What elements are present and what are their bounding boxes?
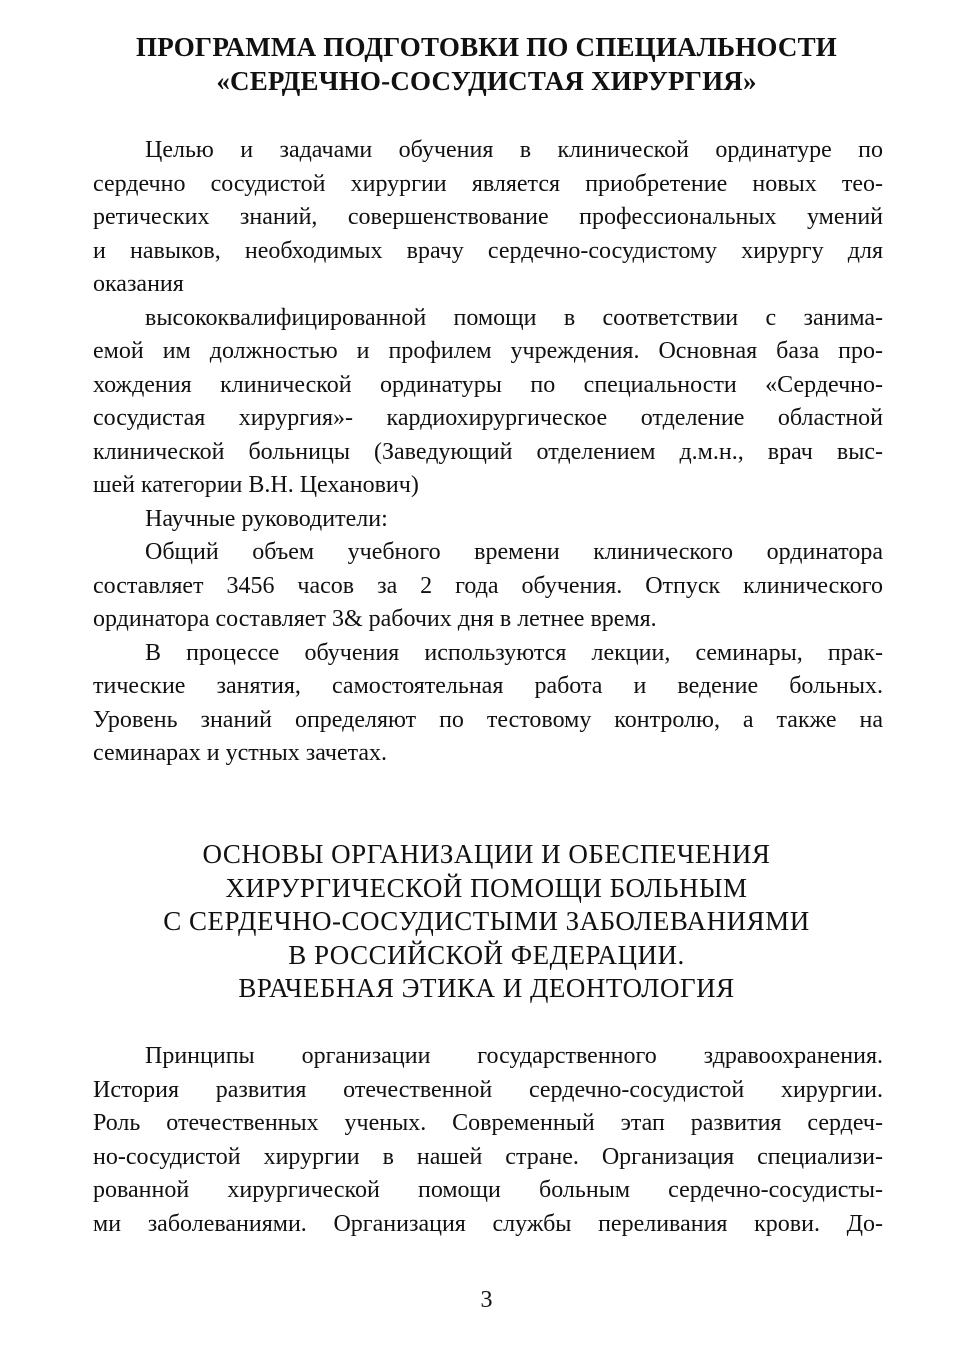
- text-line: и навыков, необходимых врачу сердечно-сосудистому хирургу для: [93, 237, 883, 264]
- text-line: сердечно сосудистой хирургии является приобретение новых тео-: [93, 170, 883, 197]
- text-line: Принципы организации государственного здравоохранения.: [145, 1043, 883, 1069]
- text-line: ординатора составляет 3& рабочих дня в летнее время.: [93, 606, 657, 632]
- text-line: ми заболеваниями. Организация службы переливания крови. До-: [93, 1210, 883, 1237]
- section-text: [93, 1040, 883, 1241]
- text-line: рованной хирургической помощи больным сердечно-сосудисты-: [93, 1177, 883, 1203]
- intro-text: [93, 134, 883, 771]
- text-line: Целью и задачами обучения в клинической ординатуре по: [145, 137, 883, 163]
- text-line: Общий объем учебного времени клинического ординатора: [145, 539, 883, 565]
- text-line: В процессе обучения используются лекции, семинары, прак-: [145, 639, 883, 666]
- section-heading-line: В РОССИЙСКОЙ ФЕДЕРАЦИИ.: [288, 939, 685, 970]
- text-line: емой им должностью и профилем учреждения. Основная база про-: [93, 338, 883, 364]
- text-line: шей категории В.Н. Цеханович): [93, 472, 419, 498]
- section-heading-line: ВРАЧЕБНАЯ ЭТИКА И ДЕОНТОЛОГИЯ: [238, 973, 735, 1003]
- text-line: Роль отечественных ученых. Современный этап развития сердеч-: [93, 1110, 883, 1136]
- text-line: но-сосудистой хирургии в нашей стране. Организация специализи-: [93, 1143, 883, 1170]
- text-line: Научные руководители:: [145, 505, 388, 532]
- text-line: составляет 3456 часов за 2 года обучения. Отпуск клинического: [93, 572, 883, 599]
- section-heading-line: С СЕРДЕЧНО-СОСУДИСТЫМИ ЗАБОЛЕВАНИЯМИ: [163, 906, 810, 936]
- text-line: История развития отечественной сердечно-сосудистой хирургии.: [93, 1076, 883, 1103]
- document-title: [60, 30, 913, 98]
- text-line: семинарах и устных зачетах.: [93, 740, 388, 766]
- section-heading: [60, 838, 913, 1006]
- page-number: 3: [480, 1287, 493, 1313]
- text-line: тические занятия, самостоятельная работа и ведение больных.: [93, 673, 883, 699]
- section-heading-line: ОСНОВЫ ОРГАНИЗАЦИИ И ОБЕСПЕЧЕНИЯ: [202, 839, 771, 869]
- text-line: хождения клинической ординатуры по специальности «Сердечно-: [93, 371, 883, 398]
- text-line: клинической больницы (Заведующий отделением д.м.н., врач выс-: [93, 438, 883, 465]
- title-line: «СЕРДЕЧНО-СОСУДИСТАЯ ХИРУРГИЯ»: [216, 66, 757, 96]
- text-line: высококвалифицированной помощи в соответствии с занима-: [145, 304, 883, 331]
- title-line: ПРОГРАММА ПОДГОТОВКИ ПО СПЕЦИАЛЬНОСТИ: [136, 32, 837, 62]
- text-line: ретических знаний, совершенствование профессиональных умений: [93, 204, 883, 230]
- text-line: оказания: [93, 271, 184, 297]
- text-line: сосудистая хирургия»- кардиохирургическое отделение областной: [93, 405, 883, 431]
- section-heading-line: ХИРУРГИЧЕСКОЙ ПОМОЩИ БОЛЬНЫМ: [225, 872, 748, 903]
- text-line: Уровень знаний определяют по тестовому контролю, а также на: [93, 706, 883, 733]
